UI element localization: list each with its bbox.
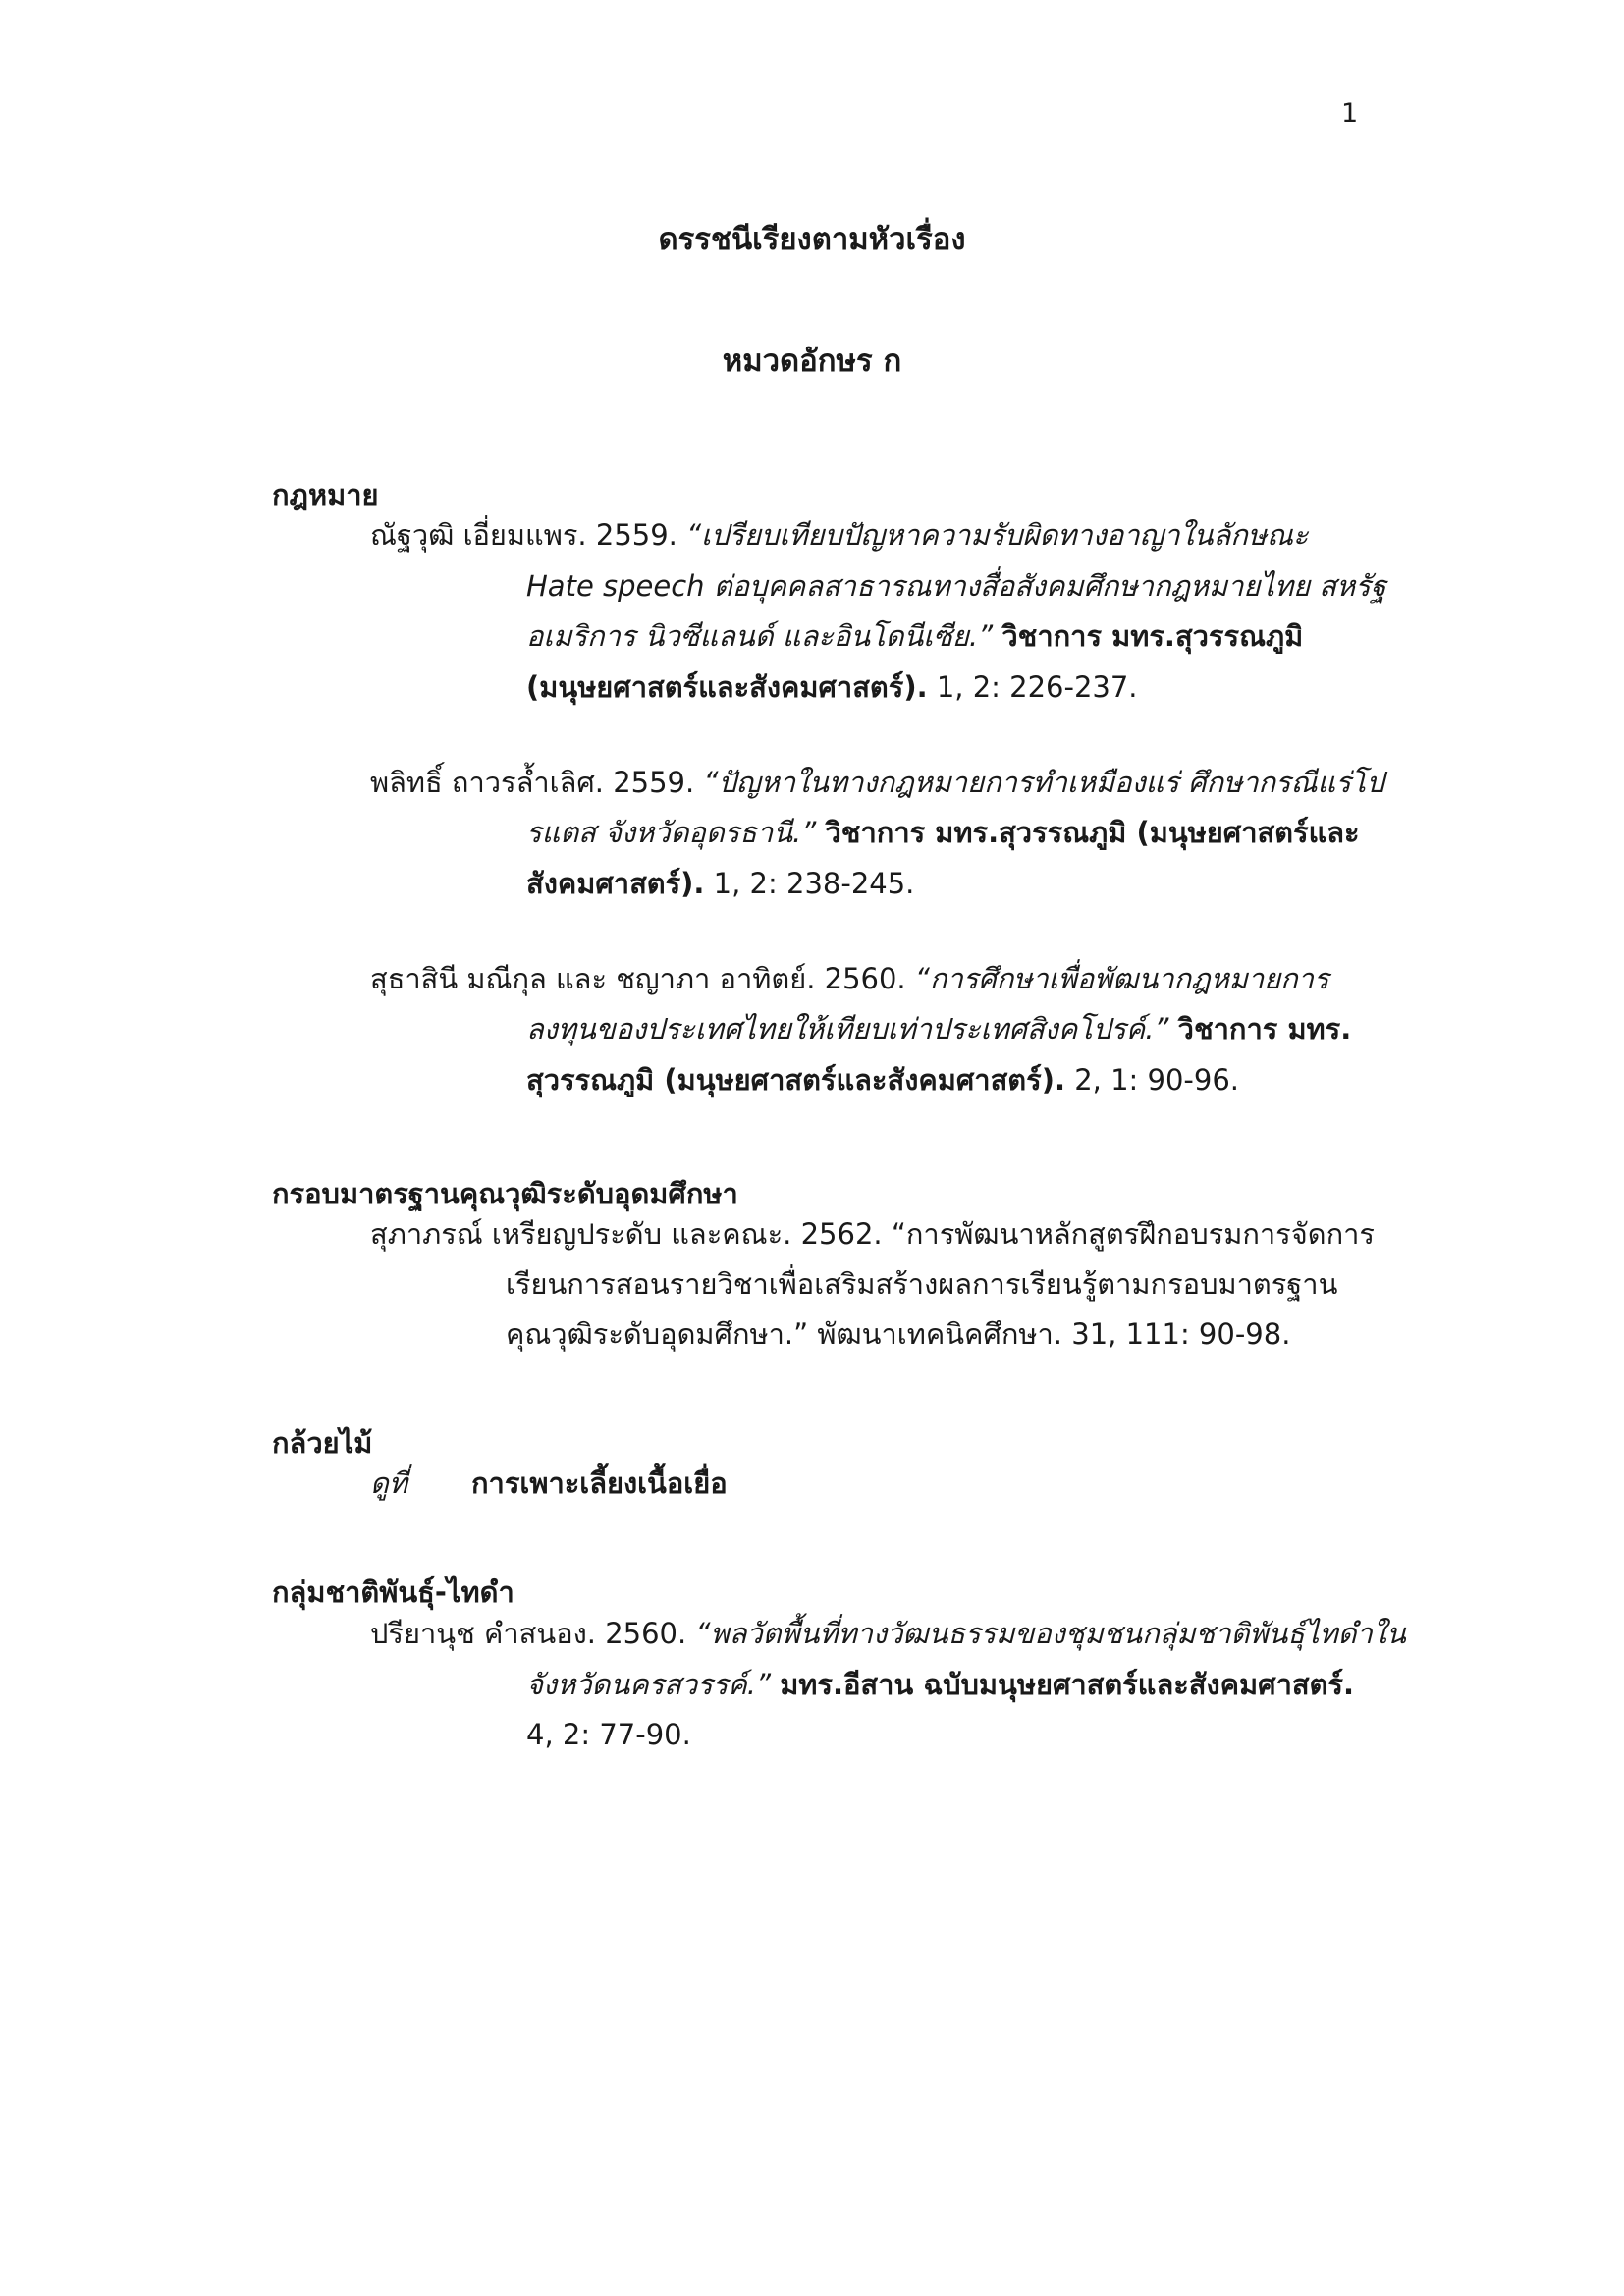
author-year: ณัฐวุฒิ เอี่ยมแพร. 2559.	[370, 518, 677, 552]
author-year: สุธาสินี มณีกุล และ ชญาภา อาทิตย์. 2560.	[370, 962, 906, 995]
article-title-cont: จังหวัดนครสวรรค์.”	[526, 1668, 771, 1701]
citation-line: คุณวุฒิระดับอุดมศึกษา.” พัฒนาเทคนิคศึกษา. 31, 111: 90-98.	[506, 1317, 1291, 1351]
see-label: ดูที่	[370, 1467, 407, 1500]
section-title: หมวดอักษร ก	[722, 344, 902, 379]
author-year: ปรียานุช คำสนอง. 2560.	[370, 1617, 687, 1650]
page-number: 1	[1341, 98, 1359, 129]
article-title-cont: Hate speech ต่อบุคคลสาธารณทางสื่อสังคมศึกษากฎหมายไทย สหรัฐ	[526, 569, 1386, 603]
page-title: ดรรชนีเรียงตามหัวเรื่อง	[658, 222, 966, 257]
volume-pages: 1, 2: 238-245.	[713, 867, 915, 900]
journal-name-cont: (มนุษยศาสตร์และสังคมศาสตร์).	[526, 670, 928, 704]
article-title-cont: ลงทุนของประเทศไทยให้เทียบเท่าประเทศสิงคโปรค์.”	[526, 1012, 1169, 1045]
subject-heading: กล้วยไม้	[272, 1426, 373, 1460]
journal-name-cont: สุวรรณภูมิ (มนุษยศาสตร์และสังคมศาสตร์).	[526, 1063, 1065, 1096]
see-reference	[370, 1469, 407, 1498]
article-title-cont: อเมริการ นิวซีแลนด์ และอินโดนีเซีย.”	[526, 619, 994, 653]
volume-pages: 2, 1: 90-96.	[1074, 1063, 1239, 1096]
journal-name: วิชาการ มทร.สุวรรณภูมิ (มนุษยศาสตร์และ	[825, 816, 1360, 849]
citation-line: เรียนการสอนรายวิชาเพื่อเสริมสร้างผลการเรียนรู้ตามกรอบมาตรฐาน	[506, 1267, 1338, 1301]
subject-heading: กรอบมาตรฐานคุณวุฒิระดับอุดมศึกษา	[272, 1177, 738, 1210]
volume-pages: 1, 2: 226-237.	[936, 670, 1138, 704]
subject-heading: กฎหมาย	[272, 478, 379, 511]
article-title: “พลวัตพื้นที่ทางวัฒนธรรมของชุมชนกลุ่มชาติพันธุ์ไทดำใน	[695, 1617, 1406, 1650]
journal-name-cont: สังคมศาสตร์).	[526, 867, 705, 900]
journal-name: มทร.อีสาน ฉบับมนุษยศาสตร์และสังคมศาสตร์.	[780, 1668, 1354, 1701]
subject-heading: กลุ่มชาติพันธุ์-ไทดำ	[272, 1575, 514, 1609]
article-title: “การศึกษาเพื่อพัฒนากฎหมายการ	[914, 962, 1329, 995]
article-title: “เปรียบเทียบปัญหาความรับผิดทางอาญาในลักษณะ	[686, 518, 1309, 552]
article-title: “ปัญหาในทางกฎหมายการทำเหมืองแร่ ศึกษากรณีแร่โป	[703, 766, 1384, 799]
volume-pages: 4, 2: 77-90.	[526, 1718, 691, 1751]
journal-name: วิชาการ มทร.	[1177, 1012, 1352, 1045]
author-year: พลิทธิ์ ถาวรล้ำเลิศ. 2559.	[370, 766, 695, 799]
citation-line: สุภาภรณ์ เหรียญประดับ และคณะ. 2562. “การพัฒนาหลักสูตรฝึกอบรมการจัดการ	[370, 1217, 1375, 1251]
journal-name: วิชาการ มทร.สุวรรณภูมิ	[1001, 619, 1304, 653]
see-target: การเพาะเลี้ยงเนื้อเยื่อ	[471, 1467, 728, 1500]
article-title-cont: รแตส จังหวัดอุดรธานี.”	[526, 816, 817, 849]
